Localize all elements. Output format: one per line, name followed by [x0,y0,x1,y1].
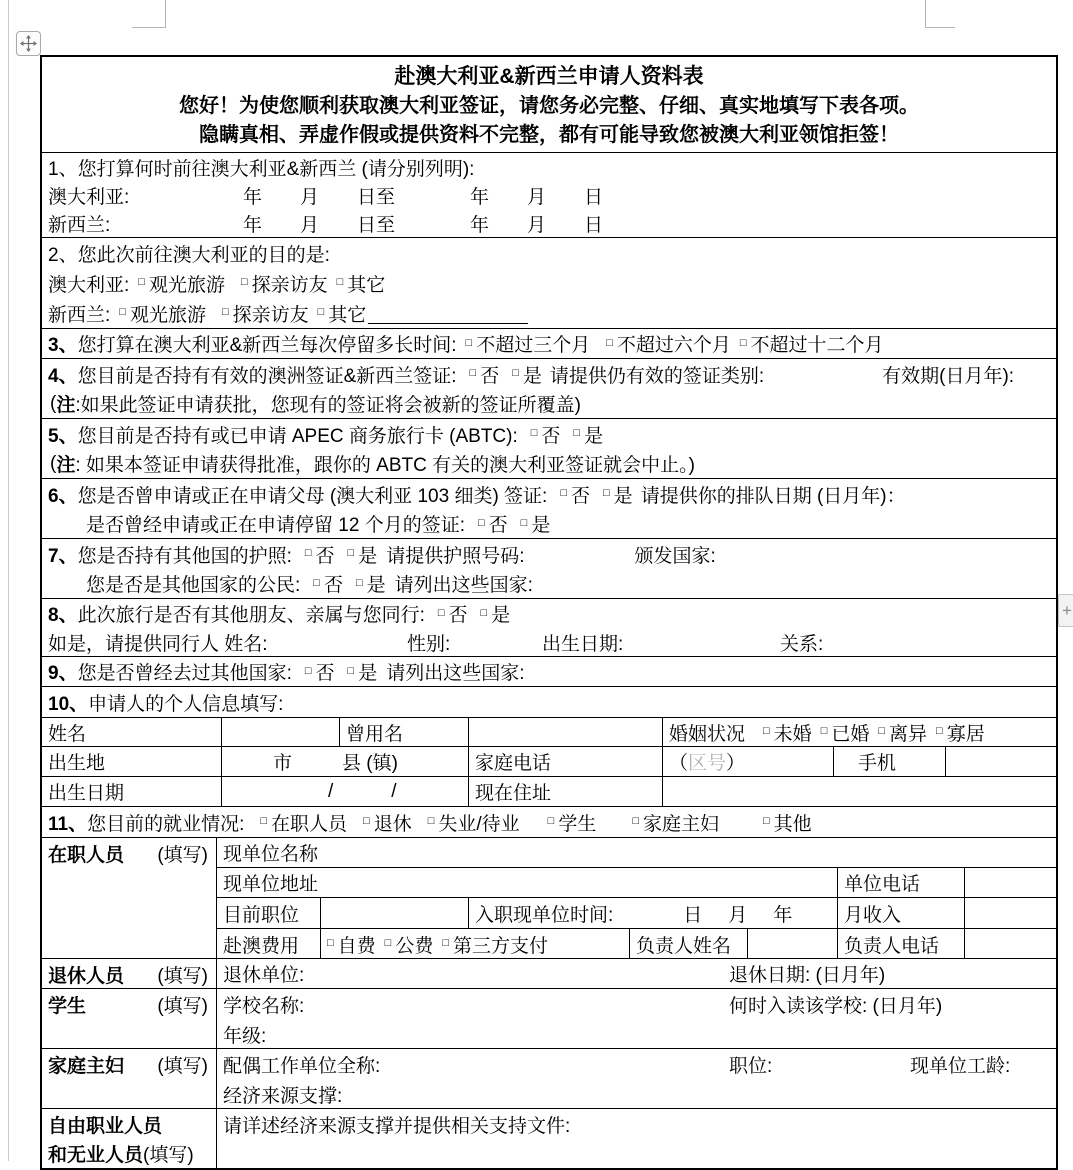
retired-label-cell [42,959,217,988]
income-label-cell: 月收入 [837,898,964,928]
checkbox-icon: □ [739,336,747,349]
table-row [42,747,1056,777]
manager-phone-input-cell[interactable] [964,929,1056,959]
checkbox-q6b-no[interactable]: □ 否 [477,515,508,536]
checkbox-icon: □ [442,937,449,949]
q10-number: 10、 [48,693,89,715]
checkbox-third-party[interactable]: □ 第三方支付 [442,935,549,957]
checkbox-icon: □ [317,306,325,318]
note-label: 注 [56,455,76,476]
checkbox-icon: □ [465,336,473,349]
q9-text: 您是否曾经去过其他国家: [77,663,292,684]
section-10-heading [42,687,1056,718]
section-3-stay-duration [42,329,1056,359]
fill-hint: (填写) [143,1145,194,1166]
checkbox-nz-visit[interactable]: □ 探亲访友 [221,304,309,326]
section-9-other-countries [42,657,1056,687]
checkbox-icon: □ [260,815,268,827]
companion-gender-label: 性别: [407,633,451,655]
month-label: 月 [527,214,547,236]
school-enroll-label: 何时入读该学校: (日月年) [729,995,943,1017]
checkbox-q7b-yes[interactable]: □ 是 [355,575,386,596]
form-title: 赴澳大利亚&新西兰申请人资料表 [394,65,704,88]
name-input-cell[interactable] [221,718,339,746]
mobile-input-cell[interactable] [945,747,1056,776]
move-arrows-icon [20,35,37,52]
year-label: 年 [243,214,263,236]
retired-label: 退休人员 [48,966,125,987]
freelance-label-line2: 和无业人员 [48,1145,144,1166]
checkbox-icon: □ [573,427,581,439]
checkbox-other-job[interactable]: □ 其他 [763,813,812,835]
table-move-handle[interactable] [16,31,41,56]
home-phone-label-cell: 家庭电话 [468,747,662,776]
year-label: 年 [470,186,490,208]
freelance-desc-label: 请详述经济来源支撑并提供相关支持文件: [223,1115,571,1137]
join-date-cell[interactable] [468,898,837,928]
retired-row [42,959,1056,989]
year-label: 年 [470,214,490,236]
checkbox-single[interactable]: □ 未婚 [763,723,812,745]
form-header [42,57,1056,153]
birthdate-label-cell: 出生日期 [48,783,125,804]
checkbox-public-funded[interactable]: □ 公费 [384,935,434,957]
checkbox-icon: □ [530,427,538,439]
checkbox-stay-6m[interactable]: □ 不超过六个月 [606,335,731,356]
day-to-label: 日至 [357,186,396,208]
q6-text: 您是否曾申请或正在申请父母 (澳大利亚 103 细类) 签证: [77,485,548,507]
slash: / [328,780,334,802]
employed-row [42,838,1056,959]
checkbox-icon: □ [936,725,943,737]
checkbox-icon: □ [304,547,312,559]
checkbox-icon: □ [520,516,528,529]
slash: / [391,780,397,802]
section-11-employment-status [42,807,1056,838]
section-4-current-visa [42,359,1056,419]
plus-icon: + [1062,600,1072,620]
checkbox-retired[interactable]: □ 退休 [363,813,412,835]
grade-label: 年级: [223,1025,267,1047]
company-name-cell[interactable] [217,838,1056,867]
section-8-companions [42,599,1056,657]
day-label: 日 [584,186,604,208]
join-date-label: 入职现单位时间: [475,904,614,926]
scroll-plus-button[interactable] [1058,594,1073,627]
q8-text: 此次旅行是否有其他朋友、亲属与您同行: [77,605,425,626]
q7-text: 您是否持有其他国的护照: [77,545,292,567]
section-1-travel-dates [42,153,1056,238]
checkbox-q7-no[interactable]: □ 否 [304,545,335,567]
housewife-label-cell [42,1049,217,1108]
q11-number: 11、 [48,813,88,835]
note-paren: ( [50,392,57,414]
checkbox-au-tourism[interactable]: □ 观光旅游 [138,274,225,296]
checkbox-q6b-yes[interactable]: □ 是 [520,515,551,536]
q4-text: 您目前是否持有有效的澳洲签证&新西兰签证: [77,365,457,387]
q9-number: 9、 [48,663,78,684]
checkbox-q8-yes[interactable]: □ 是 [480,605,511,626]
marital-status-cell [662,718,1056,746]
other-purpose-blank[interactable] [368,303,528,324]
freelance-input-area[interactable] [217,1109,1056,1168]
checkbox-self-funded[interactable]: □ 自费 [327,935,376,957]
housewife-row [42,1049,1056,1109]
address-label-cell: 现在住址 [468,777,662,806]
month-label: 月 [728,904,748,926]
mobile-label-cell: 手机 [833,747,945,776]
checkbox-icon: □ [878,725,886,737]
checkbox-employed[interactable]: □ 在职人员 [260,813,348,835]
student-row [42,989,1056,1049]
form-subtitle-2: 隐瞒真相、弄虚作假或提供资料不完整，都有可能导致您被澳大利亚领馆拒签！ [199,124,899,146]
companion-relation-label: 关系: [780,633,824,655]
checkbox-q6-no[interactable]: □ 否 [560,485,591,507]
newzealand-dates-row[interactable] [48,209,1050,237]
manager-name-input-cell[interactable] [747,929,837,959]
q7-issue-country-label: 颁发国家: [634,545,716,567]
checkbox-icon: □ [336,276,344,288]
companion-name-label: 如是，请提供同行人 姓名: [48,633,268,655]
checkbox-icon: □ [347,664,355,677]
checkbox-icon: □ [240,276,248,288]
q6-number: 6、 [48,485,78,507]
checkbox-icon: □ [632,815,639,827]
table-row [42,777,1056,807]
school-name-label: 学校名称: [223,995,305,1017]
month-label: 月 [300,186,320,208]
fill-hint: (填写) [157,1056,208,1077]
newzealand-label: 新西兰: [48,214,111,236]
trip-cost-options-cell [320,929,629,959]
checkbox-icon: □ [119,306,126,318]
checkbox-q4-no[interactable]: □ 否 [469,365,500,387]
checkbox-icon: □ [763,725,770,737]
q4-note-text: :如果此签证申请获批，您现有的签证将会被新的签证所覆盖) [75,395,581,416]
student-input-area[interactable] [217,989,1056,1048]
area-code-placeholder: 区号 [688,753,727,774]
checkbox-q9-yes[interactable]: □ 是 [347,663,378,684]
section-5-abtc [42,419,1056,479]
position-label-cell: 目前职位 [223,904,300,926]
section-7-other-passport [42,539,1056,599]
checkbox-q5-no[interactable]: □ 否 [530,425,561,447]
birthplace-label-cell: 出生地 [48,753,106,774]
checkbox-icon: □ [427,815,435,827]
visa-application-form-table [40,55,1058,1170]
section-6-parent-visa [42,479,1056,539]
former-name-label-cell: 曾用名 [339,718,468,746]
checkbox-q7b-no[interactable]: □ 否 [313,575,343,596]
checkbox-q4-yes[interactable]: □ 是 [512,365,542,387]
checkbox-widowed[interactable]: □ 寡居 [936,723,985,745]
income-input-cell[interactable] [964,898,1056,928]
year-label: 年 [773,904,793,926]
companion-birthdate-label: 出生日期: [542,633,624,655]
spouse-company-label: 配偶工作单位全称: [223,1055,381,1077]
checkbox-icon: □ [477,516,485,529]
fill-hint: (填写) [157,966,208,987]
companion-detail-row[interactable] [48,628,1050,656]
checkbox-q6-yes[interactable]: □ 是 [603,485,633,507]
q4-validity-label: 有效期(日月年): [882,365,1015,387]
newzealand-label: 新西兰: [48,304,111,326]
employed-label-cell [42,838,217,958]
checkbox-housewife[interactable]: □ 家庭主妇 [632,813,719,835]
county-label: 县 (镇) [342,753,398,774]
q6-queue-label: 请提供你的排队日期 (日月年)： [640,485,906,507]
checkbox-icon: □ [437,606,445,619]
q7-line2-text: 您是否是其他国家的公民: [86,575,301,596]
day-label: 日 [584,214,604,236]
checkbox-stay-12m[interactable]: □ 不超过十二个月 [739,335,884,356]
freelance-label-cell [42,1109,217,1168]
checkbox-icon: □ [547,815,555,827]
company-name-label: 现单位名称 [223,844,319,865]
checkbox-icon: □ [820,725,828,737]
personal-info-table [42,718,1056,807]
q7-passport-label: 请提供护照号码: [386,545,525,567]
retired-input-area[interactable] [217,959,1056,988]
employment-detail-table [42,838,1056,1168]
q3-number: 3、 [48,335,78,356]
australia-dates-row[interactable] [48,181,1050,209]
q11-text: 您目前的就业情况: [87,813,245,835]
checkbox-icon: □ [512,367,519,379]
checkbox-q7-yes[interactable]: □ 是 [347,545,378,567]
student-label: 学生 [48,996,87,1017]
address-input-cell[interactable] [662,777,1056,806]
spouse-position-label: 职位: [729,1055,773,1077]
q6-line2-text: 是否曾经申请或正在申请停留 12 个月的签证: [86,515,465,536]
freelance-label-line1: 自由职业人员 [48,1116,163,1137]
checkbox-icon: □ [384,937,392,949]
checkbox-icon: □ [138,276,145,288]
checkbox-icon: □ [480,606,488,619]
fill-hint: (填写) [157,996,208,1017]
note-paren: ( [50,452,57,474]
checkbox-icon: □ [363,815,370,827]
manager-name-label-cell: 负责人姓名 [629,929,747,959]
employed-label: 在职人员 [48,845,125,866]
checkbox-nz-tourism[interactable]: □ 观光旅游 [119,304,206,326]
q5-text: 您目前是否持有或已申请 APEC 商务旅行卡 (ABTC): [77,425,518,447]
q9-list-label: 请列出这些国家: [386,663,525,684]
checkbox-au-other[interactable]: □ 其它 [336,274,386,296]
australia-label: 澳大利亚: [48,186,130,208]
checkbox-icon: □ [313,576,320,589]
table-row [42,718,1056,747]
q10-text: 申请人的个人信息填写: [88,693,284,715]
freelance-row [42,1109,1056,1168]
checkbox-stay-3m[interactable]: □ 不超过三个月 [465,335,591,356]
fill-hint: (填写) [157,845,208,866]
q8-number: 8、 [48,605,78,626]
checkbox-icon: □ [221,306,229,318]
housewife-input-area[interactable] [217,1049,1056,1108]
checkbox-q9-no[interactable]: □ 否 [304,663,335,684]
q2-number: 2、 [48,244,78,266]
checkbox-q8-no[interactable]: □ 否 [437,605,468,626]
company-phone-label-cell: 单位电话 [837,868,964,897]
q3-text: 您打算在澳大利亚&新西兰每次停留多长时间: [77,335,457,356]
city-label: 市 [273,753,293,774]
birthplace-input-cell[interactable] [221,747,468,776]
student-label-cell [42,989,217,1048]
day-label: 日 [683,904,703,926]
paren: （ [669,753,689,774]
home-phone-input-cell[interactable] [662,747,833,776]
retired-unit-label: 退休单位: [223,965,305,986]
checkbox-icon: □ [606,336,613,349]
housewife-label: 家庭主妇 [48,1056,125,1077]
checkbox-divorced[interactable]: □ 离异 [878,723,928,745]
checkbox-q5-yes[interactable]: □ 是 [573,425,604,447]
checkbox-icon: □ [327,937,334,949]
checkbox-icon: □ [603,487,610,499]
manager-phone-label-cell: 负责人电话 [837,929,964,959]
checkbox-icon: □ [304,664,312,677]
q7-number: 7、 [48,545,78,567]
checkbox-student[interactable]: □ 学生 [547,813,597,835]
retired-date-label: 退休日期: (日月年) [729,965,886,986]
checkbox-au-visit[interactable]: □ 探亲访友 [240,274,328,296]
q1-number: 1、 [48,158,78,180]
month-label: 月 [300,214,320,236]
company-phone-input-cell[interactable] [964,868,1056,897]
page-edge-rule [8,0,9,1161]
form-subtitle-1: 您好！为使您顺利获取澳大利亚签证，请您务必完整、仔细、真实地填写下表各项。 [179,95,919,117]
q5-number: 5、 [48,425,78,447]
australia-label: 澳大利亚: [48,274,130,296]
checkbox-icon: □ [763,815,770,827]
q4-provide-label: 请提供仍有效的签证类别: [549,365,765,387]
checkbox-icon: □ [347,547,355,559]
day-to-label: 日至 [357,214,396,236]
financial-support-label: 经济来源支撑: [223,1085,343,1107]
paren: ） [726,753,746,774]
q1-text: 您打算何时前往澳大利亚&新西兰 (请分别列明): [77,158,475,180]
q2-text: 您此次前往澳大利亚的目的是: [77,244,330,266]
position-input-cell[interactable] [320,898,468,928]
company-address-label: 现单位地址 [223,874,319,895]
company-address-cell[interactable] [217,868,837,897]
marital-label: 婚姻状况 [669,723,746,745]
q5-note-text: : 如果本签证申请获得批准，跟你的 ABTC 有关的澳大利亚签证就会中止。) [75,455,695,476]
month-label: 月 [527,186,547,208]
q4-number: 4、 [48,365,78,387]
q7-list-label: 请列出这些国家: [394,575,533,596]
former-name-input-cell[interactable] [468,718,662,746]
section-2-purpose [42,238,1056,329]
birthdate-input-cell[interactable] [221,777,468,806]
trip-cost-label-cell: 赴澳费用 [223,935,300,957]
text-boundary-mark-right [925,0,955,28]
checkbox-married[interactable]: □ 已婚 [820,723,870,745]
checkbox-nz-other[interactable]: □ 其它 [317,304,367,326]
spouse-seniority-label: 现单位工龄: [910,1055,1011,1077]
note-label: 注 [56,395,76,416]
text-boundary-mark-left [132,0,166,28]
year-label: 年 [243,186,263,208]
checkbox-unemployed[interactable]: □ 失业/待业 [427,813,520,835]
checkbox-icon: □ [355,576,363,589]
name-label-cell: 姓名 [48,723,87,745]
checkbox-icon: □ [560,487,567,499]
checkbox-icon: □ [469,367,477,379]
